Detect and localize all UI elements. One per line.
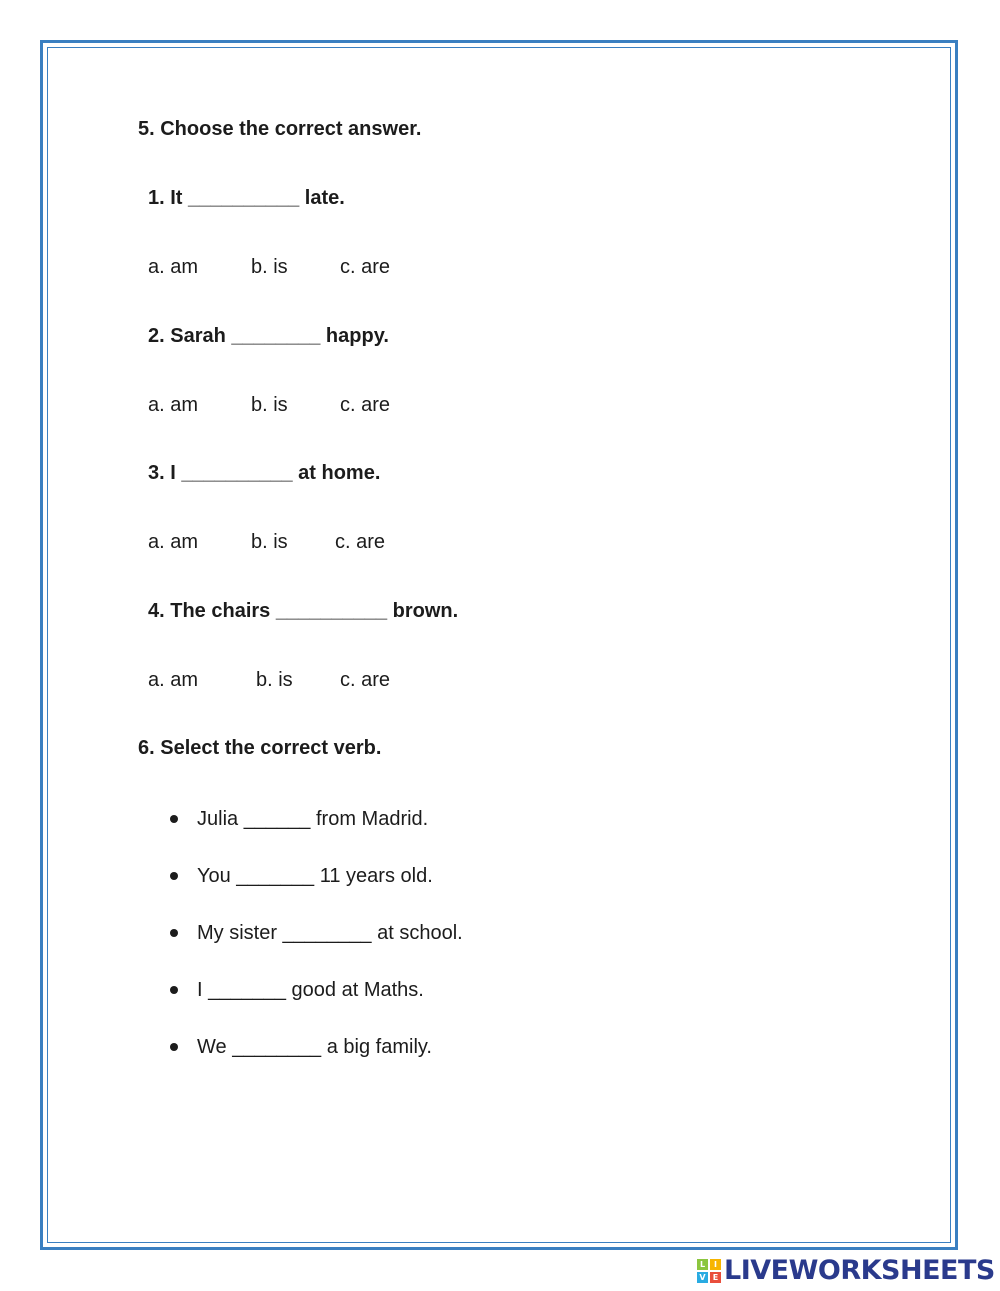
question-4-option-b[interactable]: b. is [256,669,293,691]
question-4-prompt: 4. The chairs __________ brown. [148,600,459,622]
logo-block-e: E [710,1272,721,1283]
question-2-option-c[interactable]: c. are [340,394,391,416]
bullet-icon [170,815,178,823]
question-1-option-c[interactable]: c. are [340,256,391,278]
liveworksheets-logo[interactable] [697,1256,995,1286]
question-2-prompt: 2. Sarah ________ happy. [148,325,389,347]
bullet-icon [170,872,178,880]
question-1-prompt: 1. It __________ late. [148,187,345,209]
logo-blocks-icon [697,1259,721,1283]
question-1-option-b[interactable]: b. is [251,256,288,278]
verb-item-2: You _______ 11 years old. [197,865,433,887]
logo-block-i: I [710,1259,721,1270]
logo-text: LIVEWORKSHEETS [724,1255,995,1286]
verb-item-5: We ________ a big family. [197,1036,432,1058]
question-2-option-b[interactable]: b. is [251,394,288,416]
verb-item-1: Julia ______ from Madrid. [197,808,429,830]
section-6-heading: 6. Select the correct verb. [138,737,382,759]
question-2-option-a[interactable]: a. am [148,394,199,416]
bullet-icon [170,986,178,994]
bullet-icon [170,929,178,937]
bullet-icon [170,1043,178,1051]
logo-block-l: L [697,1259,708,1270]
question-3-option-c[interactable]: c. are [335,531,386,553]
question-1-option-a[interactable]: a. am [148,256,199,278]
question-3-prompt: 3. I __________ at home. [148,462,381,484]
question-3-option-b[interactable]: b. is [251,531,288,553]
section-5-heading: 5. Choose the correct answer. [138,118,422,140]
logo-block-v: V [697,1272,708,1283]
verb-item-4: I _______ good at Maths. [197,979,424,1001]
verb-item-3: My sister ________ at school. [197,922,463,944]
question-4-option-a[interactable]: a. am [148,669,199,691]
worksheet-frame-inner [47,47,951,1243]
question-4-option-c[interactable]: c. are [340,669,391,691]
question-3-option-a[interactable]: a. am [148,531,199,553]
